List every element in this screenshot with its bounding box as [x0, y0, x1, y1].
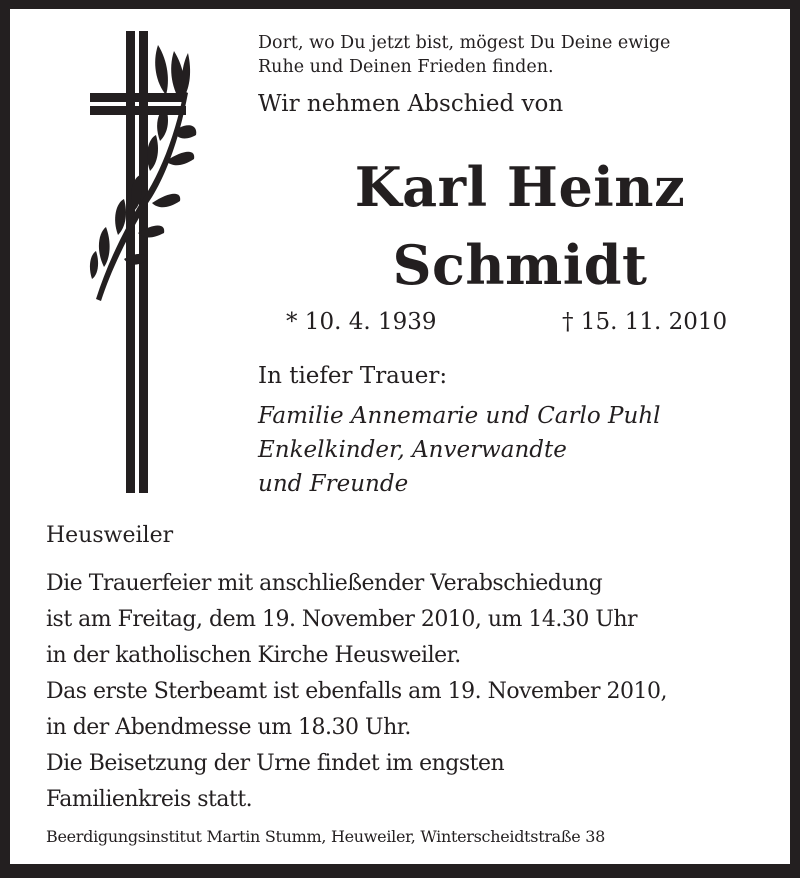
deceased-last-name: Schmidt [392, 233, 648, 297]
paragraph-line: Die Trauerfeier mit anschließender Verabschiedung [46, 571, 603, 596]
birth-date: * 10. 4. 1939 [286, 309, 437, 335]
funeral-service-paragraph [46, 566, 637, 674]
requiem-mass-paragraph [46, 674, 667, 746]
verse [258, 31, 670, 79]
mourner-line: und Freunde [258, 471, 409, 497]
deceased-first-names: Karl Heinz [354, 155, 686, 219]
place: Heusweiler [46, 523, 174, 548]
paragraph-line: Familienkreis statt. [46, 787, 253, 812]
intro-text: Wir nehmen Abschied von [258, 91, 564, 117]
paragraph-line: Die Beisetzung der Urne findet im engsten [46, 751, 505, 776]
mourner-line: Enkelkinder, Anverwandte [258, 437, 567, 463]
death-date: † 15. 11. 2010 [562, 309, 728, 335]
obituary-notice [10, 9, 790, 864]
mourner-line: Familie Annemarie und Carlo Puhl [258, 403, 661, 429]
paragraph-line: Das erste Sterbeamt ist ebenfalls am 19. November 2010, [46, 679, 667, 704]
paragraph-line: ist am Freitag, dem 19. November 2010, um 14.30 Uhr [46, 607, 638, 632]
verse-line: Dort, wo Du jetzt bist, mögest Du Deine ewige [258, 33, 671, 53]
burial-paragraph [46, 746, 504, 818]
funeral-home-footer: Beerdigungsinstitut Martin Stumm, Heuweiler, Winterscheidtstraße 38 [46, 827, 606, 846]
paragraph-line: in der katholischen Kirche Heusweiler. [46, 643, 461, 668]
mourners-list [258, 399, 661, 501]
cross-with-palm-branch-icon [88, 31, 198, 501]
paragraph-line: in der Abendmesse um 18.30 Uhr. [46, 715, 411, 740]
verse-line: Ruhe und Deinen Frieden finden. [258, 57, 554, 77]
mourning-label: In tiefer Trauer: [258, 363, 448, 389]
